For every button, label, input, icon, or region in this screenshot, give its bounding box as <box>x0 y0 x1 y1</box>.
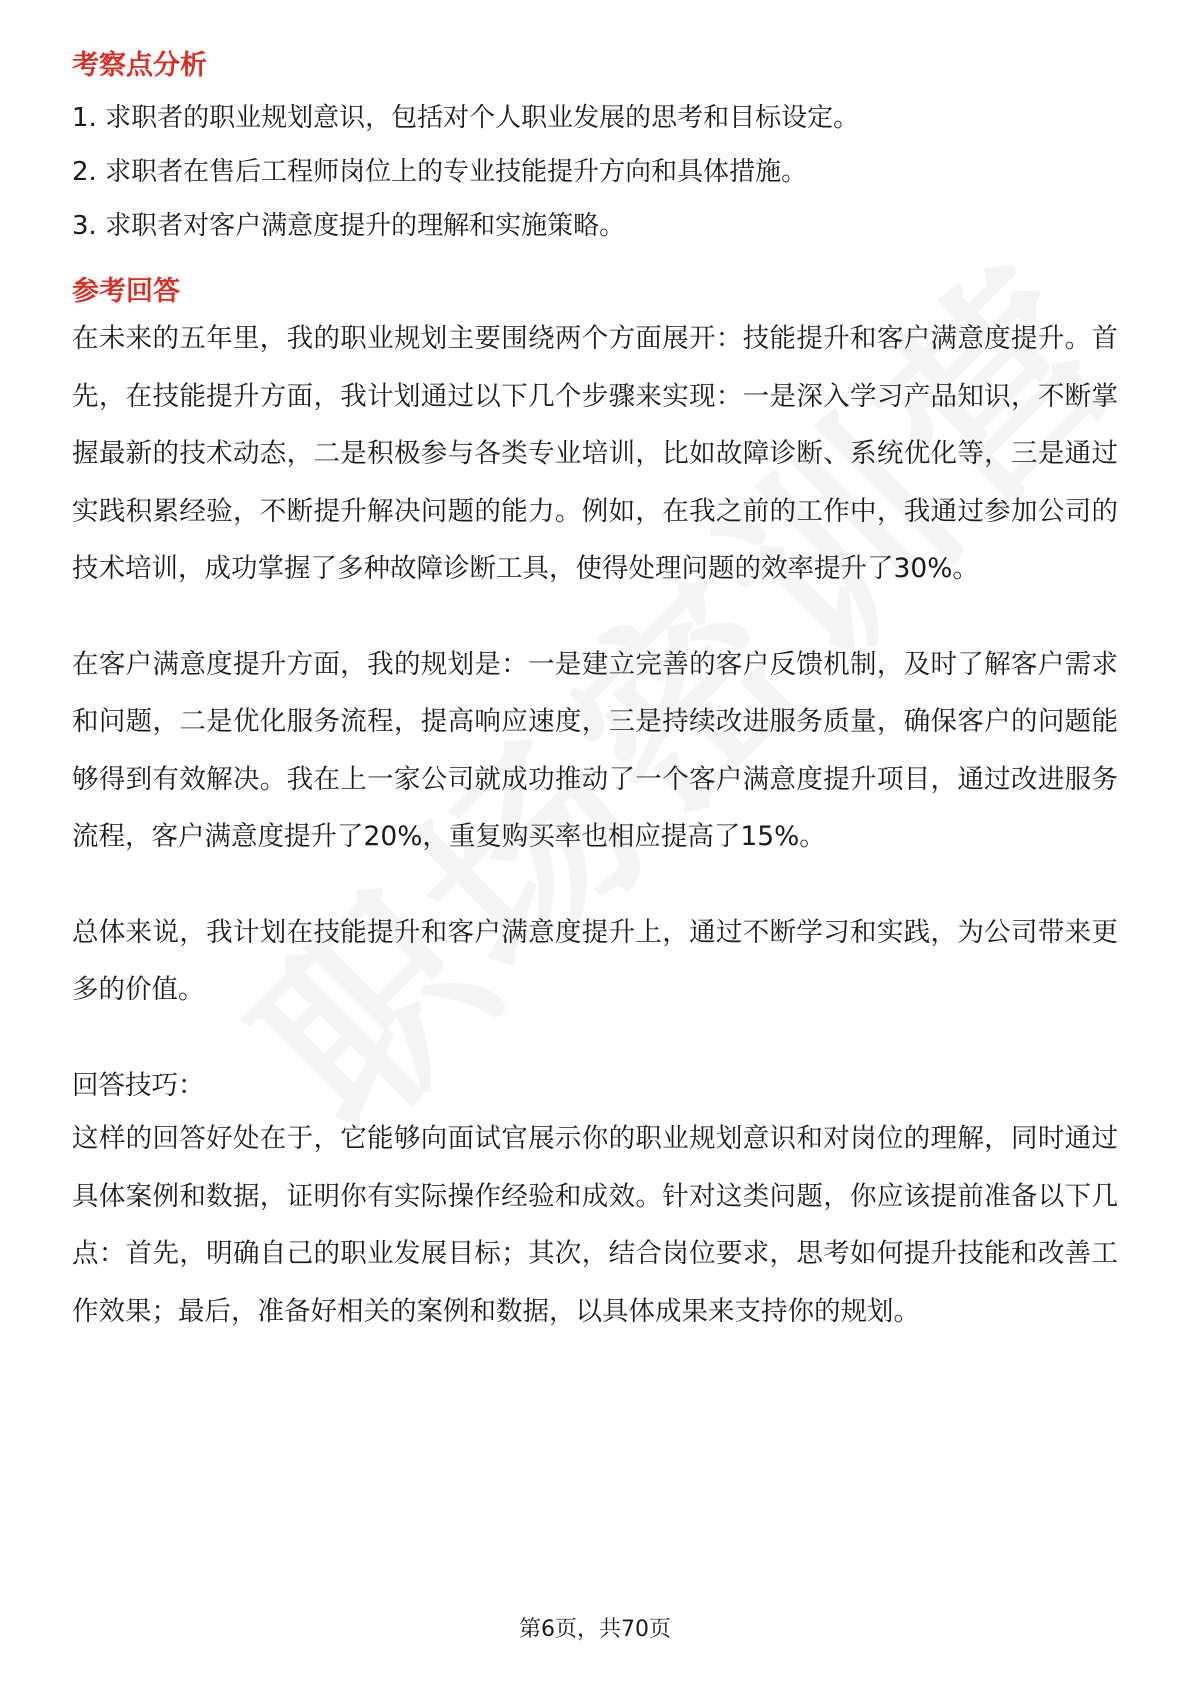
analysis-title: 考察点分析 <box>72 50 207 81</box>
answer-title: 参考回答 <box>72 276 180 307</box>
analysis-item-2: 2. 求职者在售后工程师岗位上的专业技能提升方向和具体措施。 <box>72 157 808 187</box>
tips-text: 这样的回答好处在于，它能够向面试官展示你的职业规划意识和对岗位的理解，同时通过具体案例和数据，证明你有实际操作经验和成效。针对这类问题，你应该提前准备以下几点：首先，明确自己的职业发展目标；其次，结合岗位要求，思考如何提升技能和改善工作效果；最后，准备好相关的案例和数据，以具体成果来支持你的规划。 <box>72 1123 1118 1327</box>
answer-paragraph-1: 在未来的五年里，我的职业规划主要围绕两个方面展开：技能提升和客户满意度提升。首先，在技能提升方面，我计划通过以下几个步骤来实现：一是深入学习产品知识，不断掌握最新的技术动态，二是积极参与各类专业培训，比如故障诊断、系统优化等，三是通过实践积累经验，不断提升解决问题的能力。例如，在我之前的工作中，我通过参加公司的技术培训，成功掌握了多种故障诊断工具，使得处理问题的效率提升了30%。 <box>72 323 1118 584</box>
tips-label: 回答技巧： <box>72 1069 205 1101</box>
page-number: 第6页，共70页 <box>519 1617 671 1642</box>
analysis-item-1: 1. 求职者的职业规划意识，包括对个人职业发展的思考和目标设定。 <box>72 103 860 133</box>
answer-paragraph-3: 总体来说，我计划在技能提升和客户满意度提升上，通过不断学习和实践，为公司带来更多的价值。 <box>72 916 1118 1005</box>
answer-paragraph-2: 在客户满意度提升方面，我的规划是：一是建立完善的客户反馈机制，及时了解客户需求和问题，二是优化服务流程，提高响应速度，三是持续改进服务质量，确保客户的问题能够得到有效解决。我在上一家公司就成功推动了一个客户满意度提升项目，通过改进服务流程，客户满意度提升了20%，重复购买率也相应提高了15%。 <box>72 648 1118 852</box>
analysis-item-3: 3. 求职者对客户满意度提升的理解和实施策略。 <box>72 211 626 241</box>
page-content <box>72 44 1118 1340</box>
